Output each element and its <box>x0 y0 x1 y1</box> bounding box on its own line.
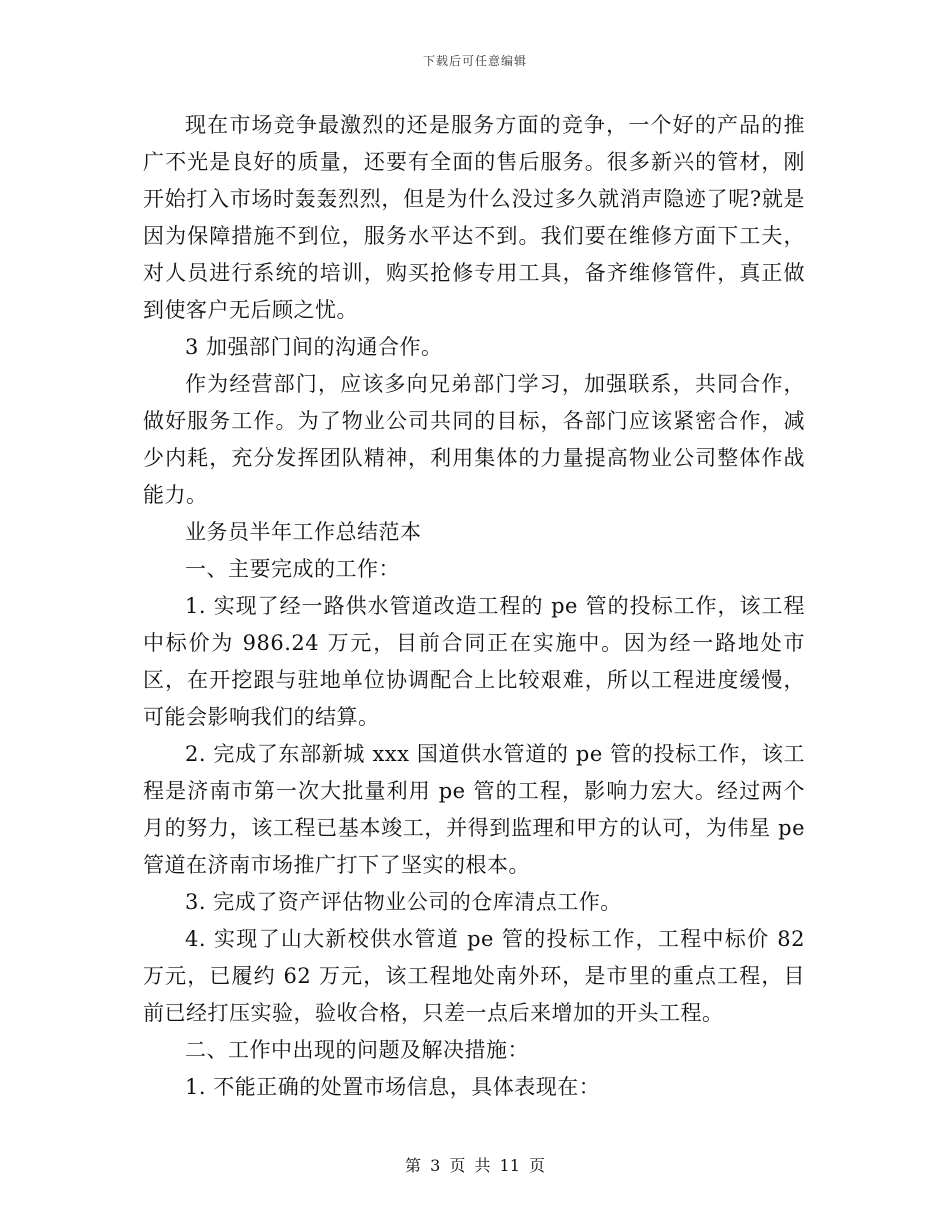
document-body <box>143 107 805 1106</box>
list-item-1: 1. 实现了经一路供水管道改造工程的 pe 管的投标工作，该工程中标价为 986.24 万元，目前合同正在实施中。因为经一路地处市区，在开挖跟与驻地单位协调配合上比较艰难，所以工程进度缓慢，可能会影响我们的结算。 <box>143 594 805 729</box>
paragraph-department-cooperation: 作为经营部门，应该多向兄弟部门学习，加强联系，共同合作，做好服务工作。为了物业公司共同的目标，各部门应该紧密合作，减少内耗，充分发挥团队精神，利用集体的力量提高物业公司整体作战能力。 <box>143 372 805 507</box>
page-footer: 第 3 页 共 11 页 <box>405 1156 545 1175</box>
section-heading-completed-work: 一、主要完成的工作： <box>185 557 400 581</box>
page-header: 下载后可任意编辑 <box>422 54 527 68</box>
paragraph-service-competition: 现在市场竞争最激烈的还是服务方面的竞争，一个好的产品的推广不光是良好的质量，还要有全面的售后服务。很多新兴的管材，刚开始打入市场时轰轰烈烈，但是为什么没过多久就消声隐迹了呢?就是因为保障措施不到位，服务水平达不到。我们要在维修方面下工夫，对人员进行系统的培训，购买抢修专用工具，备齐维修管件，真正做到使客户无后顾之忧。 <box>143 113 805 322</box>
section-title: 业务员半年工作总结范本 <box>185 520 422 544</box>
list-item-3: 3. 完成了资产评估物业公司的仓库清点工作。 <box>185 890 622 914</box>
list-item-2: 2. 完成了东部新城 xxx 国道供水管道的 pe 管的投标工作，该工程是济南市第一次大批量利用 pe 管的工程，影响力宏大。经过两个月的努力，该工程已基本竣工，并得到监理和甲方的认可，为伟星 pe 管道在济南市场推广打下了坚实的根本。 <box>143 742 805 877</box>
paragraph-heading-communication: 3 加强部门间的沟通合作。 <box>185 335 443 359</box>
list-item-4: 4. 实现了山大新校供水管道 pe 管的投标工作，工程中标价 82 万元，已履约 62 万元，该工程地处南外环，是市里的重点工程，目前已经打压实验，验收合格，只差一点后来增加的开头工程。 <box>143 927 805 1025</box>
section-heading-problems: 二、工作中出现的问题及解决措施： <box>185 1038 529 1062</box>
problem-item-1: 1. 不能正确的处置市场信息，具体表现在： <box>185 1075 601 1099</box>
